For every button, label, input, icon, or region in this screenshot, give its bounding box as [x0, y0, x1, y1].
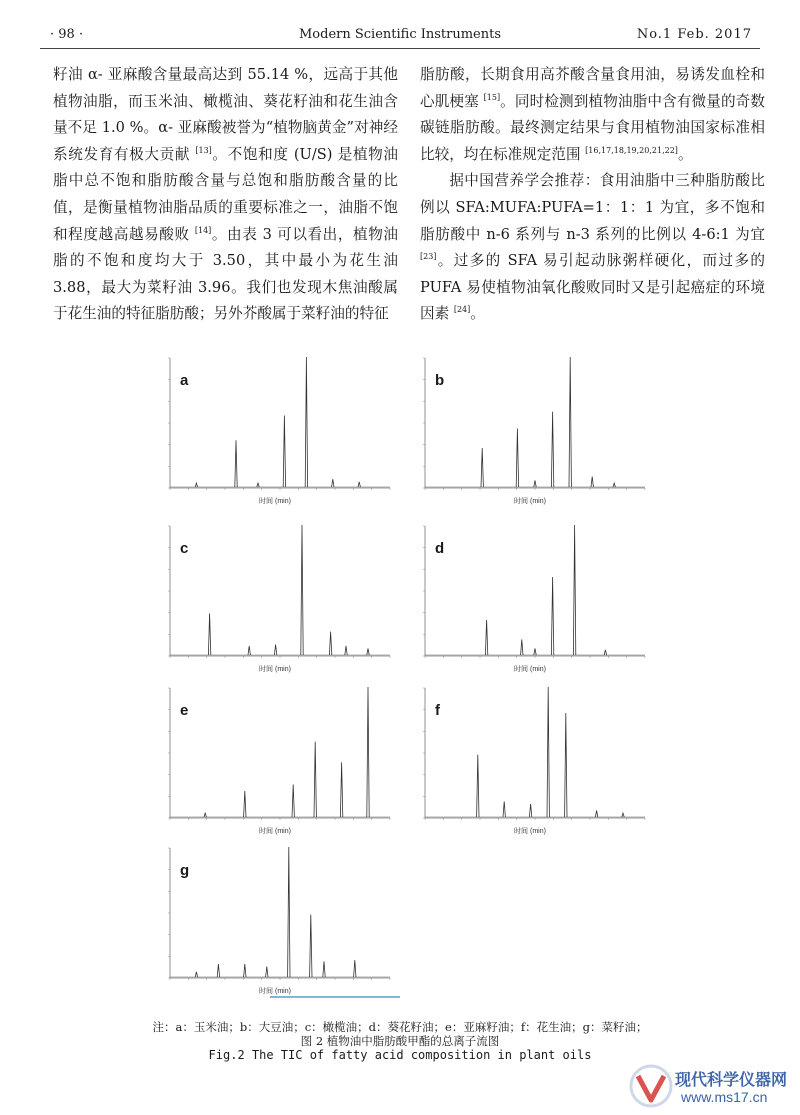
chromatogram-peak — [288, 847, 290, 977]
watermark-text-cn: 现代科学仪器网 — [675, 1072, 788, 1089]
watermark-v-icon — [627, 1062, 675, 1110]
panel-label: d — [435, 540, 445, 557]
chromatogram-peak — [345, 646, 347, 655]
figure-title-cn: 图 2 植物油中脂肪酸甲酯的总离子流图 — [300, 1034, 500, 1048]
chromatogram-peak — [604, 650, 606, 655]
chromatogram-peak — [314, 742, 316, 817]
chromatogram-peak — [591, 477, 593, 487]
panel-label: b — [435, 372, 445, 389]
chromatogram-peak — [485, 620, 487, 655]
chromatogram-peak — [569, 357, 571, 487]
chromatogram-peak — [595, 811, 597, 818]
decorative-underline — [270, 996, 400, 998]
chromatogram-peak — [248, 646, 250, 655]
panel-label: e — [180, 702, 189, 719]
chromatogram-peak — [305, 357, 307, 487]
chromatogram-peak — [208, 613, 210, 655]
chromatogram-peak — [235, 440, 237, 487]
chromatogram-peak — [534, 481, 536, 488]
chromatogram-peak — [529, 804, 531, 817]
chromatogram-panel-e — [150, 680, 400, 840]
chromatogram-panel-c — [150, 518, 400, 678]
chromatogram-peak — [323, 961, 325, 977]
chromatogram-peak — [613, 483, 615, 487]
plot-axes — [170, 688, 390, 818]
journal-title: Modern Scientific Instruments — [298, 27, 502, 42]
chromatogram-peak — [477, 755, 479, 817]
chromatogram-panel-b — [405, 350, 655, 510]
chromatogram-peak — [481, 448, 483, 487]
chromatogram-peak — [551, 577, 553, 655]
panel-label: c — [180, 540, 189, 557]
x-axis-label: 时间 (min) — [514, 828, 546, 835]
chromatogram-peak — [521, 639, 523, 655]
chromatogram-peak — [310, 915, 312, 977]
chromatogram-peak — [244, 791, 246, 817]
x-axis-label: 时间 (min) — [514, 666, 546, 673]
chromatogram-peak — [340, 762, 342, 817]
chromatogram-peak — [257, 483, 259, 487]
chromatogram-peak — [358, 482, 360, 487]
figure-title-en: Fig.2 The TIC of fatty acid composition in plant oils — [208, 1048, 592, 1062]
chromatogram-peak — [329, 632, 331, 655]
right-paragraph-1: 脂肪酸，长期食用高芥酸含量食用油，易诱发血栓和心肌梗塞 [15]。同时检测到植物油脂中含有微量的奇数碳链脂肪酸。最终测定结果与食用植物油国家标准相比较，均在标准规定范围 [16,17,18,19,20,21,22]。 — [420, 66, 765, 163]
chromatogram-panel-d — [405, 518, 655, 678]
chromatogram-figure — [140, 350, 680, 1000]
page-header — [40, 22, 760, 49]
chromatogram-peak — [195, 972, 197, 977]
chromatogram-peak — [573, 525, 575, 655]
chromatogram-peak — [503, 801, 505, 817]
plot-axes — [425, 688, 645, 818]
watermark-url: www.ms17.cn — [681, 1089, 768, 1105]
chromatogram-peak — [244, 964, 246, 977]
chromatogram-panel-f — [405, 680, 655, 840]
chromatogram-peak — [622, 813, 624, 817]
plot-axes — [170, 526, 390, 656]
watermark-logo — [627, 1062, 797, 1112]
issue-info: No.1 Feb. 2017 — [636, 27, 752, 42]
chromatogram-peak — [204, 813, 206, 817]
chromatogram-peak — [534, 649, 536, 656]
right-column — [420, 62, 765, 328]
chromatogram-peak — [565, 713, 567, 817]
chromatogram-panel-g — [150, 840, 400, 1000]
chromatogram-panel-a — [150, 350, 400, 510]
chromatogram-f-plot — [405, 680, 655, 840]
chromatogram-peak — [195, 483, 197, 487]
chromatogram-peak — [274, 645, 276, 655]
panel-label: f — [435, 702, 440, 719]
chromatogram-peak — [283, 416, 285, 488]
panel-label: a — [180, 372, 189, 389]
chromatogram-peak — [292, 785, 294, 818]
chromatogram-peak — [551, 412, 553, 487]
plot-axes — [425, 526, 645, 656]
panel-label: g — [180, 862, 190, 879]
plot-axes — [170, 358, 390, 488]
chromatogram-peak — [301, 525, 303, 655]
page-number: · 98 · — [50, 27, 84, 42]
chromatogram-peak — [367, 649, 369, 656]
right-paragraph-2: 据中国营养学会推荐：食用油脂中三种脂肪酸比例以 SFA:MUFA:PUFA=1：1：1 为宜，多不饱和脂肪酸中 n-6 系列与 n-3 系列的比例以 4-6:1 为宜 [23]。过多的 SFA 易引起动脉粥样硬化，而过多的 PUFA 易使植物油氧化酸败同时又是引起癌症的环境因素 [24]。 — [420, 172, 765, 323]
x-axis-label: 时间 (min) — [259, 828, 291, 835]
plot-axes — [425, 358, 645, 488]
x-axis-label: 时间 (min) — [259, 498, 291, 505]
figure-note: 注：a：玉米油；b：大豆油；c：橄榄油；d：葵花籽油；e：亚麻籽油；f：花生油；g：菜籽油； — [152, 1020, 648, 1034]
left-paragraph: 籽油 α- 亚麻酸含量最高达到 55.14 %，远高于其他植物油脂，而玉米油、橄榄油、葵花籽油和花生油含量不足 1.0 %。α- 亚麻酸被誉为“植物脑黄金”对神经系统发育有极大贡献 [13]。不饱和度 (U/S) 是植物油脂中总不饱和脂肪酸含量与总饱和脂肪酸含量的比值，是衡量植物油脂品质的重要标准之一，油脂不饱和程度越高越易酸败 [14]。由表 3 可以看出，植物油脂的不饱和度均大于 3.50，其中最小为花生油 3.88，最大为菜籽油 3.96。我们也发现木焦油酸属于花生油的特征脂肪酸；另外芥酸属于菜籽油的特征 — [53, 66, 399, 323]
chromatogram-peak — [354, 960, 356, 977]
x-axis-label: 时间 (min) — [514, 498, 546, 505]
chromatogram-peak — [266, 967, 268, 977]
chromatogram-peak — [217, 964, 219, 977]
chromatogram-peak — [332, 479, 334, 487]
x-axis-label: 时间 (min) — [259, 666, 291, 673]
left-column — [53, 62, 398, 328]
x-axis-label: 时间 (min) — [259, 988, 291, 995]
chromatogram-peak — [547, 687, 549, 817]
plot-axes — [170, 848, 390, 978]
chromatogram-peak — [516, 429, 518, 488]
chromatogram-peak — [367, 687, 369, 817]
